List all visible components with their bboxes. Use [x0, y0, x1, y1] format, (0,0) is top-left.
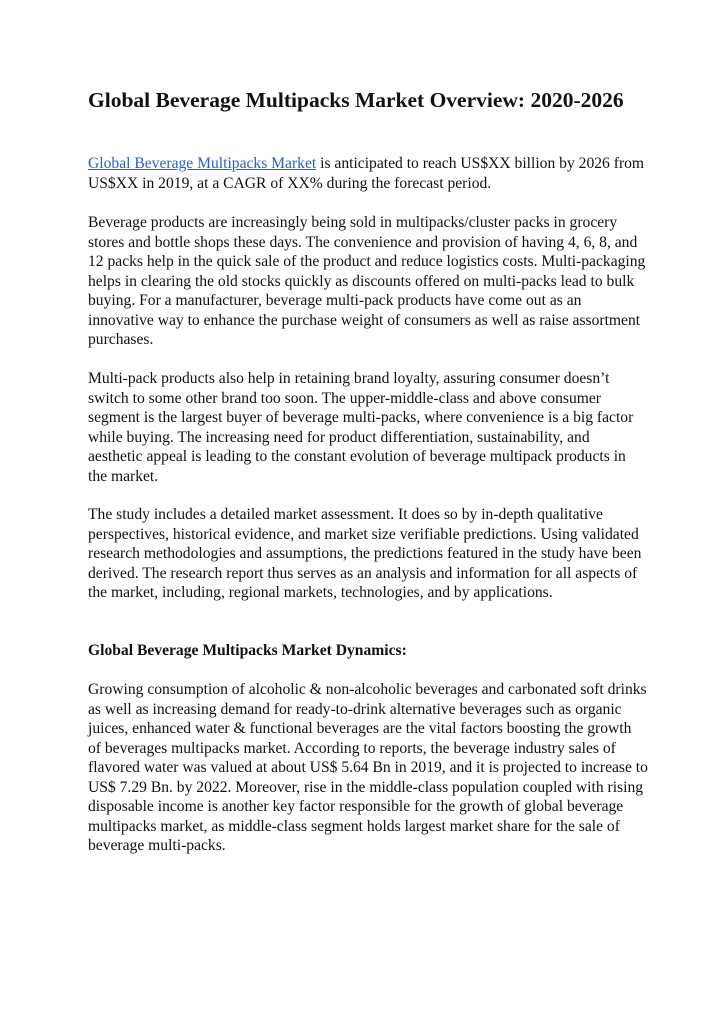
paragraph-multipacks: Beverage products are increasingly being sold in multipacks/cluster packs in grocery stores and bottle shops these days. The convenience and provision of having 4, 6, 8, and 12 packs help in the quick sale of the product and reduce logistics costs. Multi-packaging helps in clearing the old stocks quickly as discounts offered on multi-packs lead to bulk buying. For a manufacturer, beverage multi-pack products have come out as an innovative way to enhance the purchase weight of consumers as well as raise assortment purchases. — [88, 214, 646, 348]
market-link[interactable]: Global Beverage Multipacks Market — [88, 155, 317, 172]
paragraph-brand-loyalty: Multi-pack products also help in retaining brand loyalty, assuring consumer doesn’t switch to some other brand too soon. The upper-middle-class and above consumer segment is the largest buyer of beverage multi-packs, where convenience is a big factor while buying. The increasing need for product differentiation, sustainability, and aesthetic appeal is leading to the constant evolution of beverage multipack products in the market. — [88, 370, 634, 485]
intro-paragraph — [88, 154, 648, 193]
page-title: Global Beverage Multipacks Market Overview: 2020-2026 — [88, 88, 624, 112]
paragraph-study: The study includes a detailed market assessment. It does so by in-depth qualitative perspectives, historical evidence, and market size verifiable predictions. Using validated research methodologies and assumptions, the predictions featured in the study have been derived. The research report thus serves as an analysis and information for all aspects of the market, including, regional markets, technologies, and by applications. — [88, 506, 642, 601]
intro-text: is anticipated to reach US$XX billion by 2026 from US$XX in 2019, at a CAGR of XX% during the forecast period. — [88, 155, 645, 192]
paragraph-dynamics: Growing consumption of alcoholic & non-alcoholic beverages and carbonated soft drinks as well as increasing demand for ready-to-drink alternative beverages such as organic juices, enhanced water & functional beverages are the vital factors boosting the growth of beverages multipacks market. According to reports, the beverage industry sales of flavored water was valued at about US$ 5.64 Bn in 2019, and it is projected to increase to US$ 7.29 Bn. by 2022. Moreover, rise in the middle-class population coupled with rising disposable income is another key factor responsible for the growth of global beverage multipacks market, as middle-class segment holds largest market share for the sale of beverage multi-packs. — [88, 681, 648, 854]
section-heading-dynamics: Global Beverage Multipacks Market Dynamics: — [88, 642, 407, 659]
